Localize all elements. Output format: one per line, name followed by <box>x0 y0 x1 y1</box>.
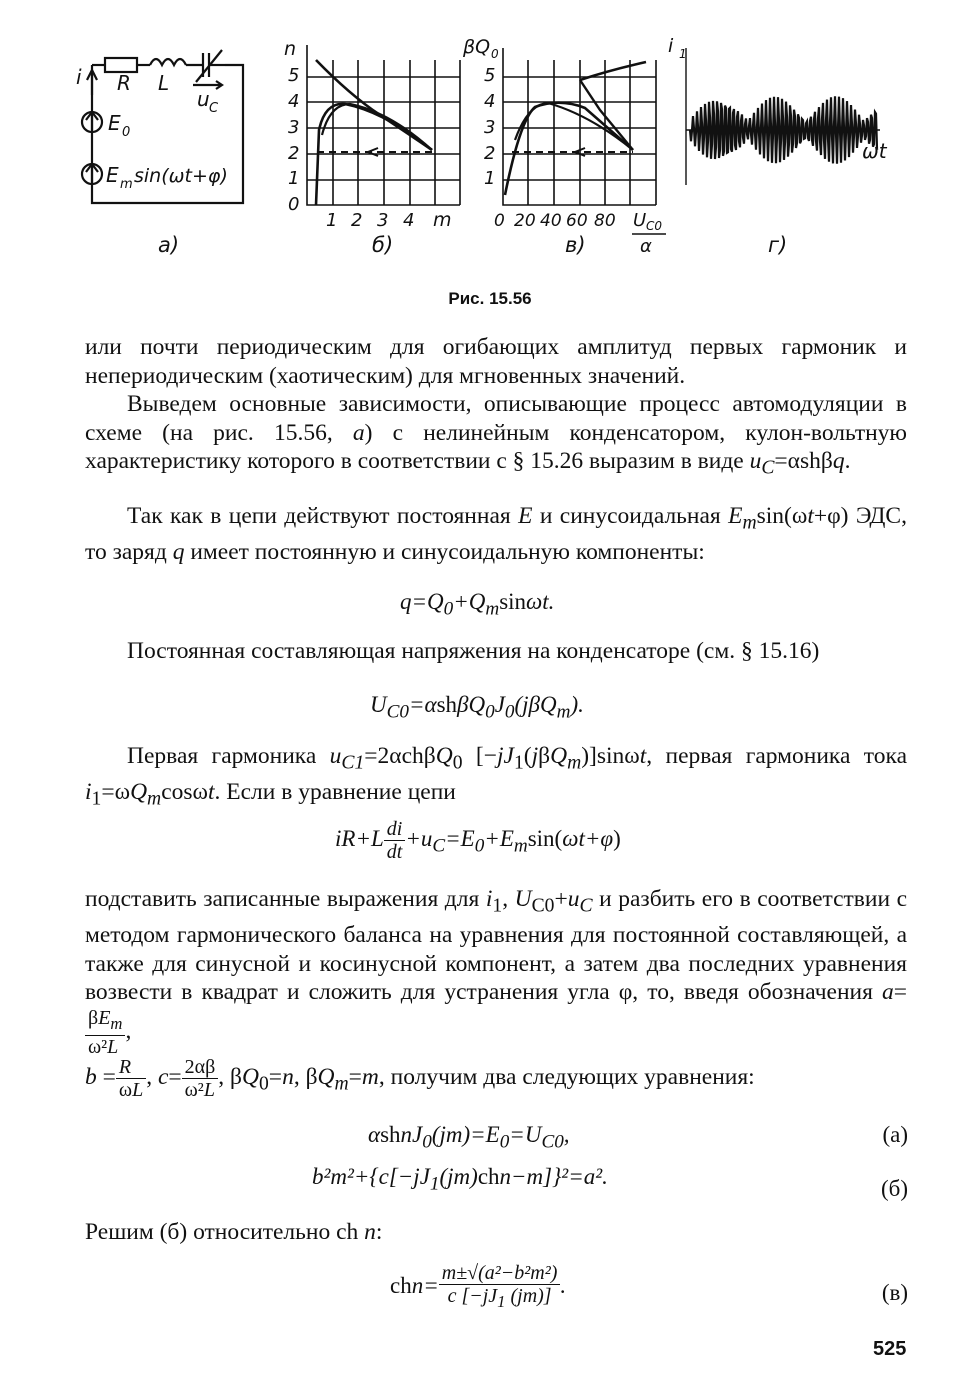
label-uC-sub: C <box>209 101 219 116</box>
graph-c-xtick-80: 80 <box>594 211 616 231</box>
label-Em-tail: sin(ωt+φ) <box>134 165 228 187</box>
label-Em: E <box>106 163 119 187</box>
paragraph-6: подставить записанные выражения для $i_1$, $U_{C0}+u_C$ и разбить его в соответствии с методом гармонического баланса на уравнения для постоянной составляющей, а также для синусной и косинусной компонент, а затем два последних уравнения возвести в квадрат и сложить для устранения угла φ, то, введя обозначения a= $\frac{\beta E_m}{\text{ω²L}}$ , <box>85 886 908 1058</box>
equation-a-number: (а) <box>882 1122 908 1147</box>
label-L: L <box>158 71 170 95</box>
label-uC: u <box>197 87 210 111</box>
graph-d-xlabel: ωt <box>862 139 887 163</box>
paragraph-5: Первая гармоника $u_{C1}=2\alpha ch\beta Q_0$ $[-jJ_1(j\beta Q_m)]\sin\omega t$, первая гармоника тока $i_1=\omega Q_m\cos\omega t$. Если в уравнение цепи <box>85 743 908 810</box>
graph-b-xlabel: m <box>433 209 452 231</box>
equation-c: chn= $\frac{\text{m±√(a²−b²m²)}}{c [-jJ_1 (jm)]}$ . <box>390 1262 567 1311</box>
graph-c-xtick-20: 20 <box>514 211 536 231</box>
equation-c-number: (в) <box>881 1280 908 1305</box>
graph-b-ylabel: n <box>284 38 297 60</box>
panel-a-label: а) <box>158 233 180 257</box>
paragraph-6-tail-text: получим два следующих уравнения: <box>390 1063 755 1090</box>
paragraph-6-tail: b = $\frac{R}{\omega L}$ , c= $\frac{2\alpha\beta}{\text{ω²L}}$ , $\beta Q_0=n$, $\beta Q_m=m$, получим два следующих уравнения: <box>85 1056 755 1101</box>
graph-c-ytick-5: 5 <box>484 65 496 86</box>
graph-d-ylabel-sub: 1 <box>679 47 687 61</box>
panel-c-label: в) <box>565 233 586 257</box>
graph-b-ytick-4: 4 <box>288 91 300 112</box>
equation-uc0: $U_{C0}=\alpha sh\beta Q_0J_0(j\beta Q_m)$. <box>370 692 584 723</box>
graph-c-ytick-2: 2 <box>484 143 496 164</box>
graph-c-ytick-1: 1 <box>484 168 496 189</box>
graph-c-xlabel-num: U <box>633 210 647 231</box>
paragraph-7: Решим (б) относительно ch n: <box>85 1219 383 1245</box>
panel-d-label: г) <box>768 233 788 257</box>
panel-b-label: б) <box>372 233 394 257</box>
graph-c-ytick-3: 3 <box>484 117 496 138</box>
label-E0-sub: 0 <box>122 125 131 140</box>
equation-q: $q=Q_0+Q_m\sin\omega t$. <box>400 589 555 620</box>
graph-c-ytick-4: 4 <box>484 91 496 112</box>
equation-b-number: (б) <box>880 1176 908 1201</box>
graph-b-ytick-3: 3 <box>288 117 300 138</box>
graph-c-ylabel: βQ <box>463 36 491 58</box>
graph-b <box>307 45 460 205</box>
paragraph-3: Так как в цепи действуют постоянная E и синусоидальная $E_m\sin(\omega t+\varphi)$ ЭДС, то заряд q имеет постоянную и синусоидальную компоненты: <box>85 503 907 566</box>
page-number: 525 <box>873 1338 907 1360</box>
equation-a: $\alpha shnJ_0(jm)=E_0=U_{C0}$, <box>368 1122 570 1153</box>
equation-b: $b^2m^2+\{c[-jJ_1(jm)chn-m]\}^2=a^2$. <box>312 1164 608 1195</box>
figure-15-56 <box>0 0 980 280</box>
graph-b-xtick-3: 3 <box>377 210 389 231</box>
graph-d <box>686 48 880 185</box>
graph-c-xlabel-sub: C0 <box>646 219 663 233</box>
label-R: R <box>117 71 131 95</box>
graph-b-ytick-5: 5 <box>288 65 300 86</box>
label-Em-sub: m <box>120 177 133 192</box>
graph-c <box>503 48 656 205</box>
graph-c-xtick-0: 0 <box>494 211 505 231</box>
label-i: i <box>76 65 82 89</box>
graph-b-ytick-0: 0 <box>288 194 300 215</box>
paragraph-1: или почти периодическим для огибающих амплитуд первых гармоник и непериодическим (хаотическим) для мгновенных значений. <box>85 334 907 389</box>
graph-b-xtick-1: 1 <box>326 210 338 231</box>
graph-b-xtick-2: 2 <box>351 210 363 231</box>
graph-c-xlabel-den: α <box>640 236 652 257</box>
figure-caption: Рис. 15.56 <box>448 289 532 308</box>
label-E0: E <box>108 111 121 135</box>
graph-d-ylabel: i <box>668 35 674 57</box>
graph-c-xtick-40: 40 <box>540 211 562 231</box>
graph-b-xtick-4: 4 <box>403 210 415 231</box>
equation-circuit: iR+L $\frac{di}{dt}$ $+u_C=E_0+E_m\sin(\omega t+\varphi)$ <box>335 818 621 863</box>
graph-c-xtick-60: 60 <box>566 211 588 231</box>
paragraph-2: Выведем основные зависимости, описывающие процесс автомодуляции в схеме (на рис. 15.56, а) с нелинейным конденсатором, кулон-вольтную характеристику которого в соответствии с § 15.26 выразим в виде $u_C=\alpha sh\beta q$. <box>85 391 907 479</box>
figure-drawing <box>0 0 980 280</box>
graph-b-ytick-2: 2 <box>288 143 300 164</box>
paragraph-4: Постоянная составляющая напряжения на конденсаторе (см. § 15.16) <box>127 638 820 664</box>
graph-c-ylabel-sub: 0 <box>491 47 499 61</box>
graph-b-ytick-1: 1 <box>288 168 300 189</box>
